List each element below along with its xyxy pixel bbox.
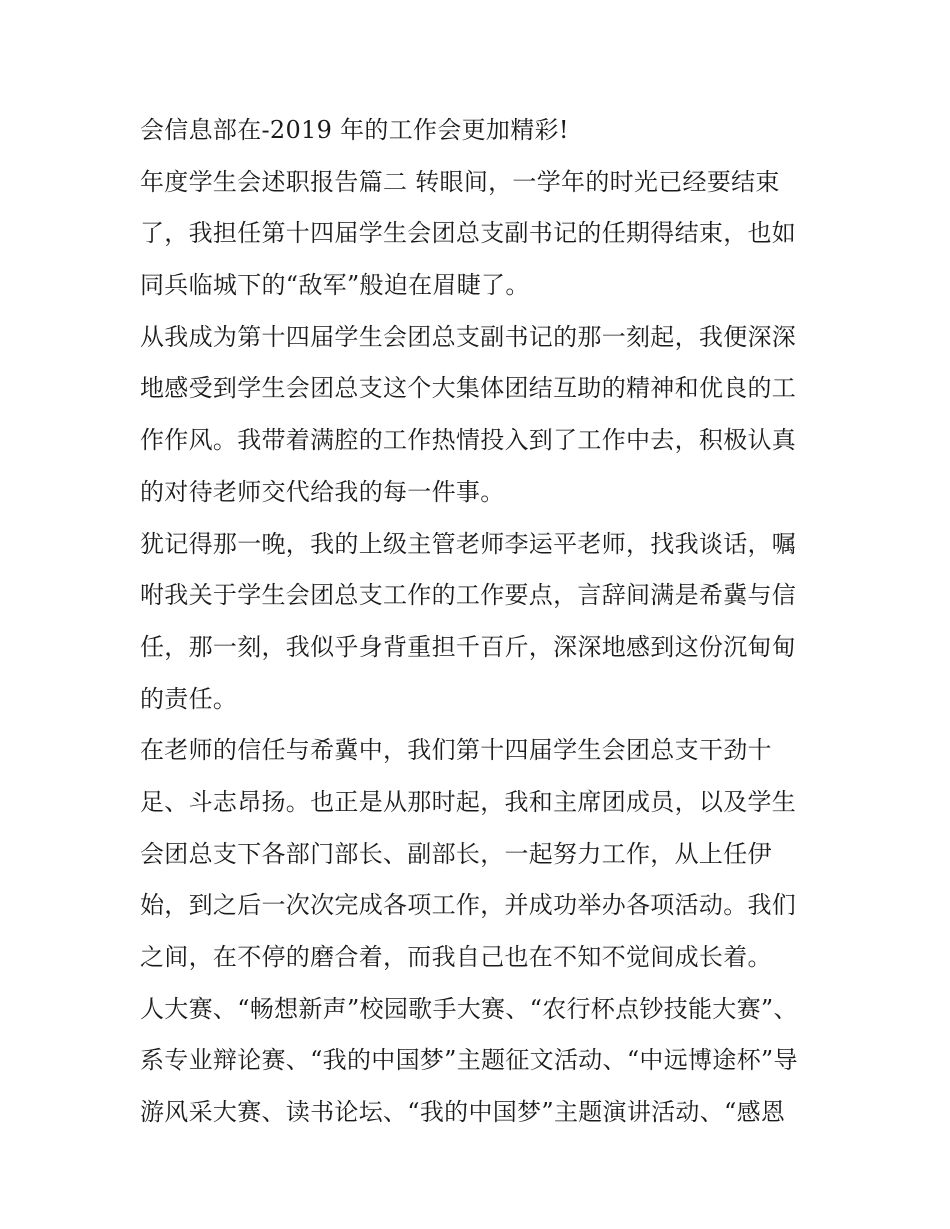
text-line: 犹记得那一晚，我的上级主管老师李运平老师，找我谈话，嘱 [140,529,797,558]
text-line: 足、斗志昂扬。也正是从那时起，我和主席团成员，以及学生 [140,787,797,816]
text-line: 会团总支下各部门部长、副部长，一起努力工作，从上任伊 [140,839,772,868]
text-line: 游风采大赛、读书论坛、“我的中国梦”主题演讲活动、“感恩 [140,1098,786,1127]
text-line: 作作风。我带着满腔的工作热情投入到了工作中去，积极认真 [140,426,797,455]
text-line: 的对待老师交代给我的每一件事。 [140,477,505,506]
text-line: 地感受到学生会团总支这个大集体团结互助的精神和优良的工 [140,374,797,403]
text-line: 之间，在不停的磨合着，而我自己也在不知不觉间成长着。 [140,943,772,971]
text-line: 咐我关于学生会团总支工作的工作要点，言辞间满是希冀与信 [140,581,797,610]
text-line: 系专业辩论赛、“我的中国梦”主题征文活动、“中远博途杯”导 [140,1046,798,1075]
text-line: 同兵临城下的“敌军”般迫在眉睫了。 [140,271,530,300]
text-line: 始，到之后一次次完成各项工作，并成功举办各项活动。我们 [140,891,797,920]
text-line: 从我成为第十四届学生会团总支副书记的那一刻起，我便深深 [140,322,797,351]
text-line: 人大赛、“畅想新声”校园歌手大赛、“农行杯点钞技能大赛”、 [140,994,798,1023]
document-body [140,108,820,1142]
text-line: 任，那一刻，我似乎身背重担千百斤，深深地感到这份沉甸甸 [140,632,797,661]
text-line: 在老师的信任与希冀中，我们第十四届学生会团总支干劲十 [140,736,772,765]
text-line: 了，我担任第十四届学生会团总支副书记的任期得结束，也如 [140,219,797,248]
text-line: 会信息部在-2019 年的工作会更加精彩! [140,116,569,144]
text-line: 的责任。 [140,684,238,713]
text-line: 年度学生会述职报告篇二 转眼间，一学年的时光已经要结束 [140,167,780,196]
